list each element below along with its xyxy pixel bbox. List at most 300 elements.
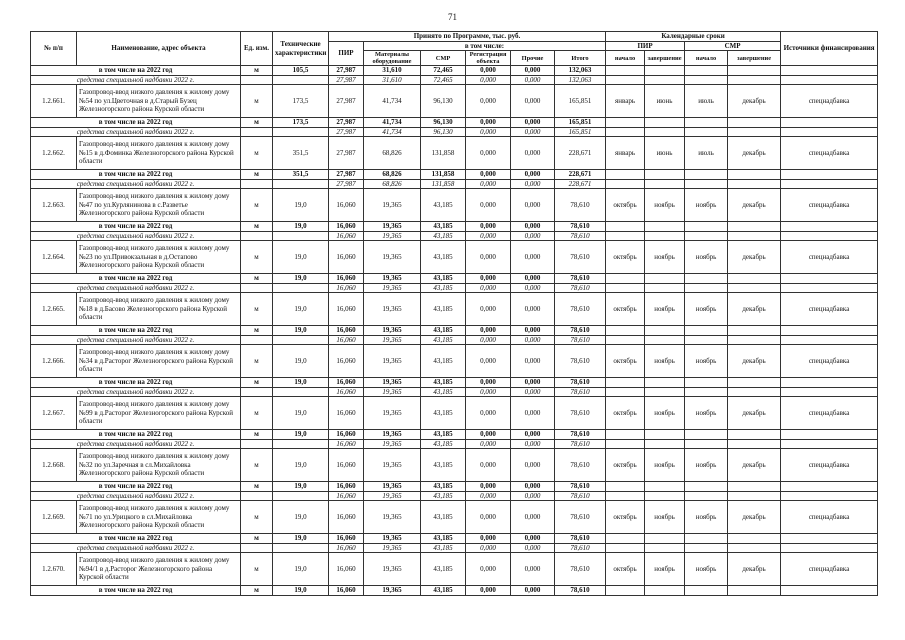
tech-cell: 19,0 (273, 449, 329, 482)
tech-cell: 19,0 (273, 274, 329, 284)
header-col-source: Источники финансирования (781, 32, 878, 66)
mat-cell: 19,365 (364, 397, 421, 430)
mat-cell: 19,365 (364, 241, 421, 274)
source-cell (781, 378, 878, 388)
unit-cell: м (241, 66, 273, 76)
pir-start-cell: октябрь (606, 293, 645, 326)
mat-cell: 19,365 (364, 439, 421, 449)
pir-end-cell (645, 335, 685, 345)
pir-start-cell (606, 439, 645, 449)
special-fund-label: средства специальной надбавки 2022 г. (31, 283, 241, 293)
smr-start-cell: ноябрь (685, 449, 728, 482)
total-cell: 78,610 (555, 345, 606, 378)
tech-cell: 19,0 (273, 222, 329, 232)
smr-end-cell (728, 326, 781, 336)
smr-end-cell (728, 378, 781, 388)
mat-cell: 19,365 (364, 189, 421, 222)
mat-cell: 41,734 (364, 127, 421, 137)
mat-cell: 68,826 (364, 179, 421, 189)
row-number: 1.2.667. (31, 397, 77, 430)
total-cell: 78,610 (555, 335, 606, 345)
other-cell: 0,000 (511, 283, 555, 293)
smr-cell: 43,185 (421, 378, 466, 388)
header-col-other: Прочие (511, 51, 555, 66)
pir-start-cell (606, 283, 645, 293)
smr-cell: 43,185 (421, 231, 466, 241)
unit-cell: м (241, 397, 273, 430)
reg-cell: 0,000 (466, 85, 511, 118)
tech-cell (273, 387, 329, 397)
program-table (30, 31, 878, 596)
mat-cell: 68,826 (364, 137, 421, 170)
pir-cell: 27,987 (329, 179, 364, 189)
pir-start-cell (606, 222, 645, 232)
tech-cell (273, 179, 329, 189)
pir-end-cell (645, 222, 685, 232)
smr-cell: 43,185 (421, 482, 466, 492)
unit-cell: м (241, 189, 273, 222)
smr-cell: 43,185 (421, 283, 466, 293)
pir-start-cell (606, 378, 645, 388)
unit-cell: м (241, 274, 273, 284)
smr-start-cell: ноябрь (685, 189, 728, 222)
pir-start-cell (606, 127, 645, 137)
pir-end-cell (645, 430, 685, 440)
unit-cell (241, 387, 273, 397)
pir-cell: 27,987 (329, 170, 364, 180)
pir-start-cell: октябрь (606, 397, 645, 430)
pir-cell: 16,060 (329, 231, 364, 241)
special-fund-row (31, 543, 878, 553)
unit-cell (241, 491, 273, 501)
reg-cell: 0,000 (466, 189, 511, 222)
other-cell: 0,000 (511, 586, 555, 596)
other-cell: 0,000 (511, 439, 555, 449)
mat-cell: 41,734 (364, 118, 421, 128)
total-cell: 78,610 (555, 283, 606, 293)
smr-end-cell (728, 534, 781, 544)
smr-cell: 43,185 (421, 387, 466, 397)
smr-end-cell (728, 283, 781, 293)
other-cell: 0,000 (511, 345, 555, 378)
unit-cell: м (241, 137, 273, 170)
smr-start-cell (685, 543, 728, 553)
total-cell: 78,610 (555, 397, 606, 430)
smr-cell: 43,185 (421, 335, 466, 345)
source-cell (781, 179, 878, 189)
reg-cell: 0,000 (466, 501, 511, 534)
pir-cell: 16,060 (329, 534, 364, 544)
pir-start-cell (606, 543, 645, 553)
pir-start-cell (606, 335, 645, 345)
other-cell: 0,000 (511, 543, 555, 553)
total-cell: 78,610 (555, 439, 606, 449)
total-cell: 228,671 (555, 170, 606, 180)
unit-cell: м (241, 241, 273, 274)
mat-cell: 19,365 (364, 387, 421, 397)
pir-start-cell: октябрь (606, 553, 645, 586)
special-fund-label: средства специальной надбавки 2022 г. (31, 491, 241, 501)
reg-cell: 0,000 (466, 449, 511, 482)
row-number: 1.2.668. (31, 449, 77, 482)
smr-start-cell (685, 534, 728, 544)
tech-cell (273, 439, 329, 449)
source-cell: спецнадбавка (781, 241, 878, 274)
tech-cell: 19,0 (273, 397, 329, 430)
row-number: 1.2.663. (31, 189, 77, 222)
other-cell: 0,000 (511, 449, 555, 482)
mat-cell: 19,365 (364, 274, 421, 284)
smr-cell: 131,858 (421, 179, 466, 189)
smr-start-cell (685, 586, 728, 596)
year-2022-label: в том числе на 2022 год (31, 170, 241, 180)
pir-cell: 27,987 (329, 118, 364, 128)
year-2022-row (31, 326, 878, 336)
pir-end-cell (645, 170, 685, 180)
tech-cell: 351,5 (273, 170, 329, 180)
smr-cell: 96,130 (421, 127, 466, 137)
smr-cell: 43,185 (421, 586, 466, 596)
reg-cell: 0,000 (466, 534, 511, 544)
pir-end-cell (645, 274, 685, 284)
smr-start-cell (685, 335, 728, 345)
year-2022-label: в том числе на 2022 год (31, 118, 241, 128)
source-cell: спецнадбавка (781, 137, 878, 170)
reg-cell: 0,000 (466, 179, 511, 189)
object-row (31, 345, 878, 378)
object-name: Газопровод-ввод низкого давления к жилому дому №15 в д.Фоминка Железногорского района Курской области (77, 137, 241, 170)
tech-cell (273, 283, 329, 293)
total-cell: 165,851 (555, 127, 606, 137)
header-cal-pir: ПИР (606, 41, 685, 51)
tech-cell: 19,0 (273, 553, 329, 586)
pir-end-cell: ноябрь (645, 241, 685, 274)
row-number: 1.2.670. (31, 553, 77, 586)
other-cell: 0,000 (511, 179, 555, 189)
smr-start-cell (685, 326, 728, 336)
row-number: 1.2.665. (31, 293, 77, 326)
reg-cell: 0,000 (466, 170, 511, 180)
unit-cell: м (241, 222, 273, 232)
special-fund-row (31, 387, 878, 397)
mat-cell: 19,365 (364, 430, 421, 440)
pir-start-cell (606, 231, 645, 241)
header-group-program: Принято по Программе, тыс. руб. (329, 32, 606, 42)
object-name: Газопровод-ввод низкого давления к жилому дому №54 по ул.Цветочная в д.Старый Бузец Железногорского района Курской области (77, 85, 241, 118)
pir-start-cell (606, 534, 645, 544)
pir-end-cell (645, 378, 685, 388)
mat-cell: 19,365 (364, 482, 421, 492)
source-cell: спецнадбавка (781, 85, 878, 118)
smr-start-cell (685, 430, 728, 440)
reg-cell: 0,000 (466, 491, 511, 501)
object-name: Газопровод-ввод низкого давления к жилому дому №71 по ул.Урицкого в сл.Михайловка Железногорского района Курской области (77, 501, 241, 534)
smr-end-cell (728, 430, 781, 440)
year-2022-row (31, 66, 878, 76)
pir-start-cell: октябрь (606, 501, 645, 534)
pir-cell: 27,987 (329, 85, 364, 118)
source-cell (781, 439, 878, 449)
pir-start-cell: октябрь (606, 241, 645, 274)
tech-cell: 19,0 (273, 189, 329, 222)
reg-cell: 0,000 (466, 430, 511, 440)
object-name: Газопровод-ввод низкого давления к жилому дому №32 по ул.Заречная в сл.Михайловка Железногорского района Курской области (77, 449, 241, 482)
unit-cell (241, 335, 273, 345)
source-cell (781, 491, 878, 501)
pir-cell: 16,060 (329, 586, 364, 596)
smr-end-cell (728, 482, 781, 492)
pir-start-cell: январь (606, 137, 645, 170)
smr-end-cell: декабрь (728, 345, 781, 378)
reg-cell: 0,000 (466, 283, 511, 293)
pir-end-cell: июнь (645, 137, 685, 170)
year-2022-row (31, 378, 878, 388)
source-cell (781, 66, 878, 76)
smr-start-cell (685, 75, 728, 85)
pir-end-cell: ноябрь (645, 553, 685, 586)
tech-cell: 173,5 (273, 85, 329, 118)
total-cell: 78,610 (555, 430, 606, 440)
pir-cell: 16,060 (329, 378, 364, 388)
tech-cell: 19,0 (273, 534, 329, 544)
tech-cell: 19,0 (273, 345, 329, 378)
smr-start-cell (685, 482, 728, 492)
total-cell: 165,851 (555, 85, 606, 118)
special-fund-label: средства специальной надбавки 2022 г. (31, 387, 241, 397)
smr-end-cell (728, 127, 781, 137)
other-cell: 0,000 (511, 553, 555, 586)
other-cell: 0,000 (511, 241, 555, 274)
smr-start-cell: ноябрь (685, 345, 728, 378)
special-fund-label: средства специальной надбавки 2022 г. (31, 75, 241, 85)
reg-cell: 0,000 (466, 241, 511, 274)
pir-cell: 16,060 (329, 553, 364, 586)
year-2022-label: в том числе на 2022 год (31, 534, 241, 544)
year-2022-label: в том числе на 2022 год (31, 378, 241, 388)
pir-cell: 16,060 (329, 501, 364, 534)
source-cell (781, 586, 878, 596)
other-cell: 0,000 (511, 335, 555, 345)
smr-start-cell (685, 118, 728, 128)
header-col-smr: СМР (421, 51, 466, 66)
other-cell: 0,000 (511, 293, 555, 326)
source-cell (781, 335, 878, 345)
smr-end-cell: декабрь (728, 85, 781, 118)
smr-end-cell (728, 118, 781, 128)
smr-end-cell (728, 586, 781, 596)
other-cell: 0,000 (511, 85, 555, 118)
reg-cell: 0,000 (466, 293, 511, 326)
other-cell: 0,000 (511, 501, 555, 534)
tech-cell: 19,0 (273, 482, 329, 492)
pir-start-cell (606, 482, 645, 492)
row-number: 1.2.661. (31, 85, 77, 118)
total-cell: 165,851 (555, 118, 606, 128)
table-header (31, 32, 878, 66)
unit-cell: м (241, 482, 273, 492)
special-fund-label: средства специальной надбавки 2022 г. (31, 439, 241, 449)
smr-cell: 43,185 (421, 501, 466, 534)
reg-cell: 0,000 (466, 543, 511, 553)
reg-cell: 0,000 (466, 66, 511, 76)
pir-cell: 16,060 (329, 274, 364, 284)
row-number: 1.2.662. (31, 137, 77, 170)
source-cell (781, 231, 878, 241)
year-2022-label: в том числе на 2022 год (31, 482, 241, 492)
object-name: Газопровод-ввод низкого давления к жилому дому №34 в д.Расторог Железногорского района Курской области (77, 345, 241, 378)
mat-cell: 19,365 (364, 231, 421, 241)
tech-cell: 19,0 (273, 586, 329, 596)
smr-cell: 43,185 (421, 439, 466, 449)
header-col-tech: Технические характеристики (273, 32, 329, 66)
year-2022-row (31, 118, 878, 128)
year-2022-row (31, 170, 878, 180)
pir-start-cell (606, 75, 645, 85)
source-cell (781, 75, 878, 85)
pir-end-cell (645, 543, 685, 553)
pir-end-cell (645, 118, 685, 128)
total-cell: 78,610 (555, 586, 606, 596)
smr-start-cell (685, 231, 728, 241)
mat-cell: 19,365 (364, 449, 421, 482)
source-cell (781, 274, 878, 284)
special-fund-row (31, 127, 878, 137)
special-fund-label: средства специальной надбавки 2022 г. (31, 543, 241, 553)
total-cell: 78,610 (555, 449, 606, 482)
unit-cell: м (241, 378, 273, 388)
header-cal-smr: СМР (685, 41, 781, 51)
smr-cell: 96,130 (421, 118, 466, 128)
smr-cell: 43,185 (421, 326, 466, 336)
tech-cell: 105,5 (273, 66, 329, 76)
pir-cell: 16,060 (329, 387, 364, 397)
mat-cell: 68,826 (364, 170, 421, 180)
other-cell: 0,000 (511, 326, 555, 336)
smr-start-cell: июль (685, 137, 728, 170)
smr-end-cell: декабрь (728, 137, 781, 170)
source-cell: спецнадбавка (781, 553, 878, 586)
unit-cell: м (241, 293, 273, 326)
header-col-name: Наименование, адрес объекта (77, 32, 241, 66)
reg-cell: 0,000 (466, 482, 511, 492)
unit-cell: м (241, 501, 273, 534)
total-cell: 78,610 (555, 231, 606, 241)
pir-end-cell (645, 127, 685, 137)
year-2022-row (31, 534, 878, 544)
object-row (31, 449, 878, 482)
smr-cell: 72,465 (421, 75, 466, 85)
tech-cell: 19,0 (273, 326, 329, 336)
smr-end-cell: декабрь (728, 449, 781, 482)
pir-cell: 16,060 (329, 222, 364, 232)
header-col-registration: Регистрация объекта (466, 51, 511, 66)
object-row (31, 397, 878, 430)
mat-cell: 19,365 (364, 326, 421, 336)
unit-cell: м (241, 170, 273, 180)
total-cell: 78,610 (555, 534, 606, 544)
smr-cell: 43,185 (421, 222, 466, 232)
object-name: Газопровод-ввод низкого давления к жилому дому №23 по ул.Привокзальная в д.Остапово Железногорского района Курской области (77, 241, 241, 274)
smr-end-cell (728, 491, 781, 501)
total-cell: 78,610 (555, 274, 606, 284)
pir-start-cell (606, 274, 645, 284)
pir-cell: 27,987 (329, 66, 364, 76)
pir-cell: 16,060 (329, 241, 364, 274)
pir-start-cell (606, 170, 645, 180)
header-cal-smr-start: начало (685, 51, 728, 66)
object-row (31, 137, 878, 170)
unit-cell: м (241, 326, 273, 336)
smr-start-cell (685, 179, 728, 189)
total-cell: 78,610 (555, 241, 606, 274)
object-name: Газопровод-ввод низкого давления к жилому дому №47 по ул.Курлянинова в с.Разветье Железногорского района Курской области (77, 189, 241, 222)
row-number: 1.2.669. (31, 501, 77, 534)
source-cell (781, 127, 878, 137)
pir-end-cell (645, 482, 685, 492)
smr-cell: 43,185 (421, 397, 466, 430)
smr-end-cell: декабрь (728, 501, 781, 534)
smr-cell: 43,185 (421, 430, 466, 440)
smr-cell: 43,185 (421, 241, 466, 274)
smr-end-cell: декабрь (728, 293, 781, 326)
unit-cell (241, 543, 273, 553)
smr-end-cell (728, 231, 781, 241)
smr-start-cell (685, 378, 728, 388)
header-cal-pir-start: начало (606, 51, 645, 66)
pir-cell: 16,060 (329, 543, 364, 553)
year-2022-row (31, 482, 878, 492)
row-number: 1.2.666. (31, 345, 77, 378)
special-fund-label: средства специальной надбавки 2022 г. (31, 127, 241, 137)
reg-cell: 0,000 (466, 231, 511, 241)
unit-cell: м (241, 534, 273, 544)
smr-cell: 43,185 (421, 274, 466, 284)
smr-end-cell (728, 387, 781, 397)
object-name: Газопровод-ввод низкого давления к жилому дому №99 в д.Расторог Железногорского района Курской области (77, 397, 241, 430)
smr-end-cell (728, 543, 781, 553)
mat-cell: 31,610 (364, 75, 421, 85)
source-cell (781, 534, 878, 544)
header-col-pir: ПИР (329, 41, 364, 66)
source-cell: спецнадбавка (781, 345, 878, 378)
special-fund-row (31, 231, 878, 241)
tech-cell (273, 543, 329, 553)
header-col-unit: Ед. изм. (241, 32, 273, 66)
pir-cell: 16,060 (329, 283, 364, 293)
pir-cell: 16,060 (329, 397, 364, 430)
tech-cell: 19,0 (273, 378, 329, 388)
pir-end-cell (645, 66, 685, 76)
year-2022-row (31, 430, 878, 440)
pir-end-cell (645, 439, 685, 449)
smr-start-cell: июль (685, 85, 728, 118)
smr-end-cell (728, 439, 781, 449)
pir-end-cell (645, 491, 685, 501)
reg-cell: 0,000 (466, 335, 511, 345)
smr-end-cell: декабрь (728, 397, 781, 430)
smr-cell: 43,185 (421, 293, 466, 326)
reg-cell: 0,000 (466, 387, 511, 397)
pir-start-cell (606, 118, 645, 128)
object-row (31, 293, 878, 326)
pir-end-cell: ноябрь (645, 397, 685, 430)
smr-cell: 43,185 (421, 553, 466, 586)
total-cell: 78,610 (555, 501, 606, 534)
source-cell (781, 482, 878, 492)
smr-end-cell (728, 335, 781, 345)
mat-cell: 19,365 (364, 335, 421, 345)
reg-cell: 0,000 (466, 75, 511, 85)
